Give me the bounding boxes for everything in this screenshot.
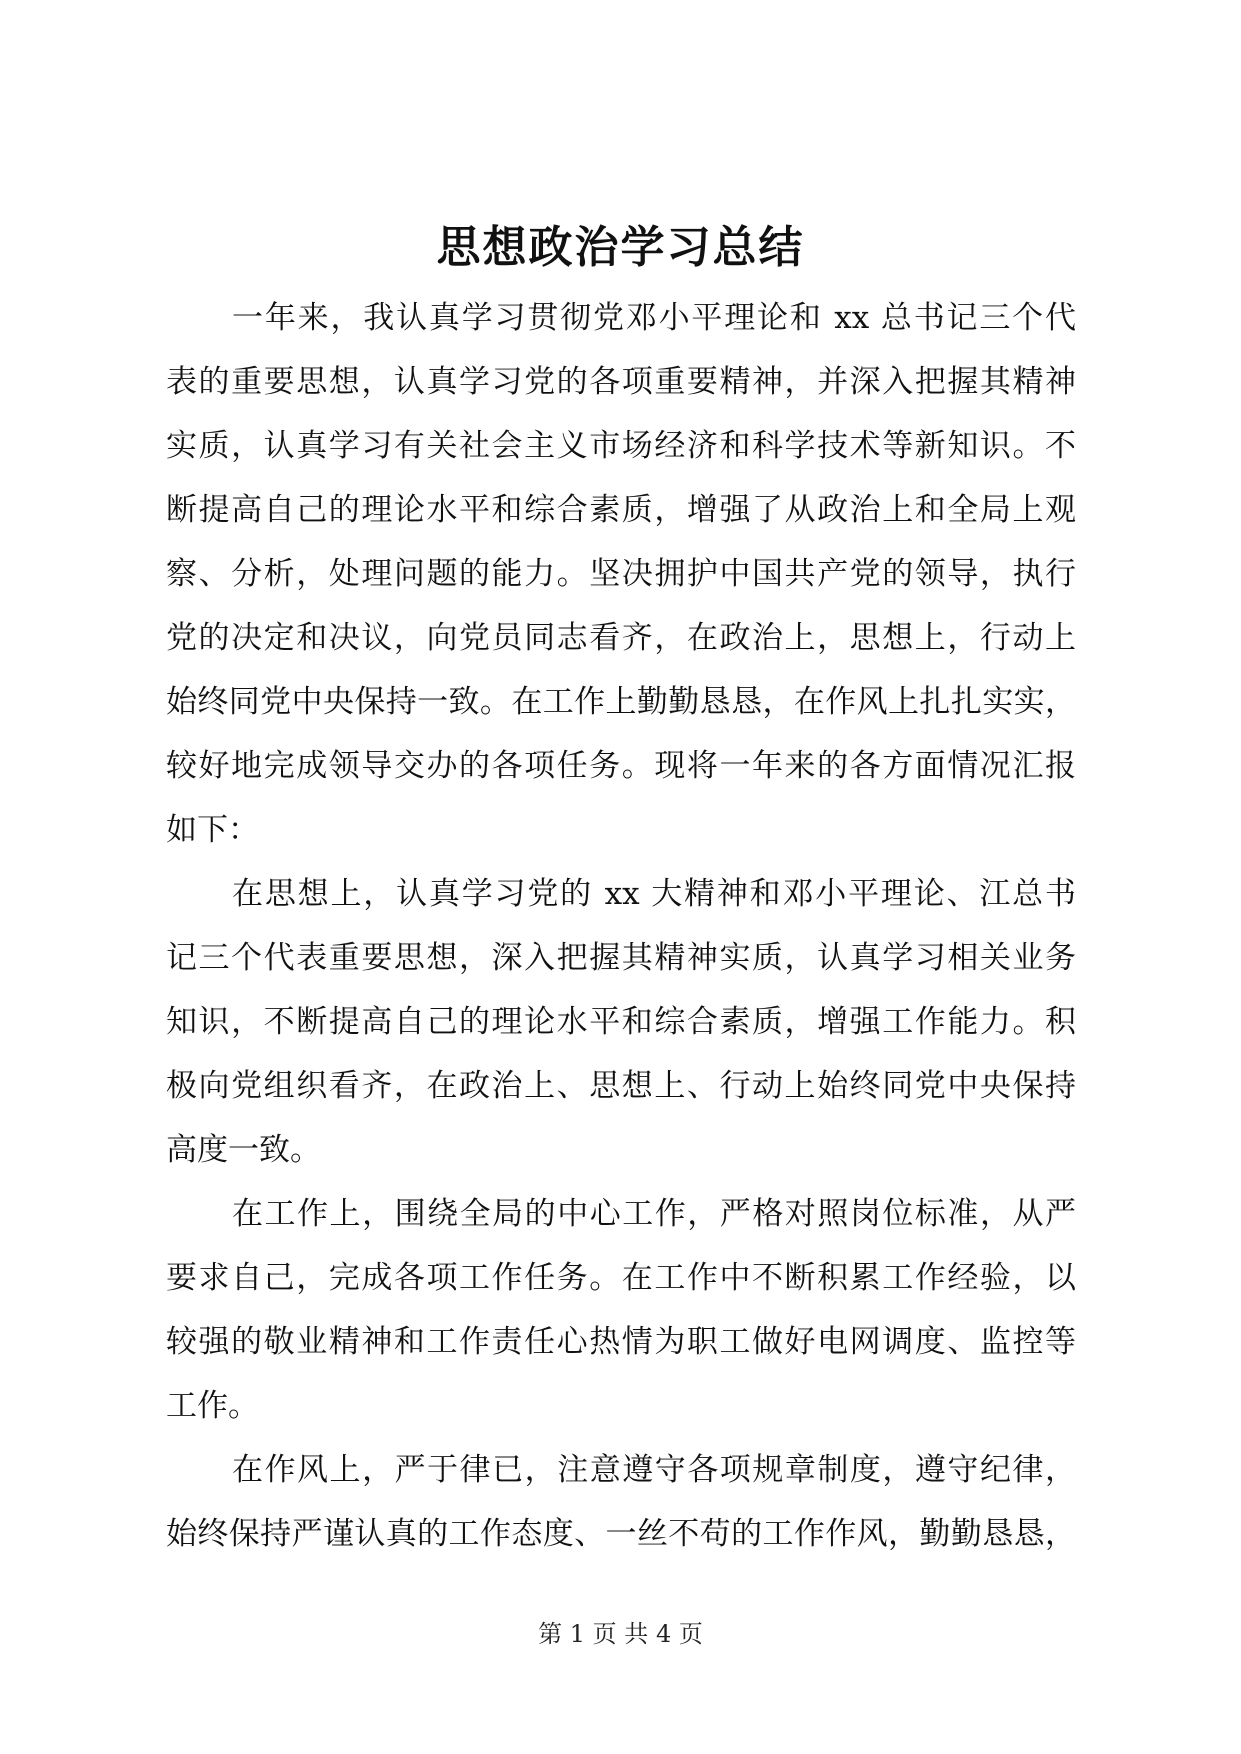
paragraph-2 [166,862,1076,1182]
body-text [166,286,1076,1566]
page-title: 思想政治学习总结 [436,222,805,273]
text-line: 知识，不断提高自己的理论水平和综合素质，增强工作能力。积 [166,1004,1076,1040]
text-line: 实质，认真学习有关社会主义市场经济和科学技术等新知识。不 [166,428,1076,464]
paragraph-4 [166,1438,1076,1566]
page-footer: 第 1 页 共 4 页 [538,1620,703,1648]
paragraph-1 [166,286,1076,862]
text-line: 一年来，我认真学习贯彻党邓小平理论和 xx 总书记三个代 [232,300,1076,336]
text-line: 极向党组织看齐，在政治上、思想上、行动上始终同党中央保持 [166,1068,1076,1104]
text-line: 在作风上，严于律已，注意遵守各项规章制度，遵守纪律， [232,1452,1076,1488]
text-line: 如下： [166,812,259,848]
text-line: 始终保持严谨认真的工作态度、一丝不苟的工作作风，勤勤恳恳， [166,1516,1076,1552]
paragraph-3 [166,1182,1076,1438]
text-line: 党的决定和决议，向党员同志看齐，在政治上，思想上，行动上 [166,620,1076,656]
text-line: 始终同党中央保持一致。在工作上勤勤恳恳，在作风上扎扎实实， [166,684,1076,720]
text-line: 在工作上，围绕全局的中心工作，严格对照岗位标准，从严 [232,1196,1076,1232]
text-line: 断提高自己的理论水平和综合素质，增强了从政治上和全局上观 [166,492,1076,528]
text-line: 在思想上，认真学习党的 xx 大精神和邓小平理论、江总书 [232,876,1076,912]
text-line: 记三个代表重要思想，深入把握其精神实质，认真学习相关业务 [166,940,1076,976]
text-line: 工作。 [166,1388,259,1424]
text-line: 察、分析，处理问题的能力。坚决拥护中国共产党的领导，执行 [166,556,1076,592]
text-line: 高度一致。 [166,1132,321,1168]
text-line: 较强的敬业精神和工作责任心热情为职工做好电网调度、监控等 [166,1324,1076,1360]
text-line: 较好地完成领导交办的各项任务。现将一年来的各方面情况汇报 [166,748,1076,784]
text-line: 要求自己，完成各项工作任务。在工作中不断积累工作经验，以 [166,1260,1076,1296]
text-line: 表的重要思想，认真学习党的各项重要精神，并深入把握其精神 [166,364,1076,400]
